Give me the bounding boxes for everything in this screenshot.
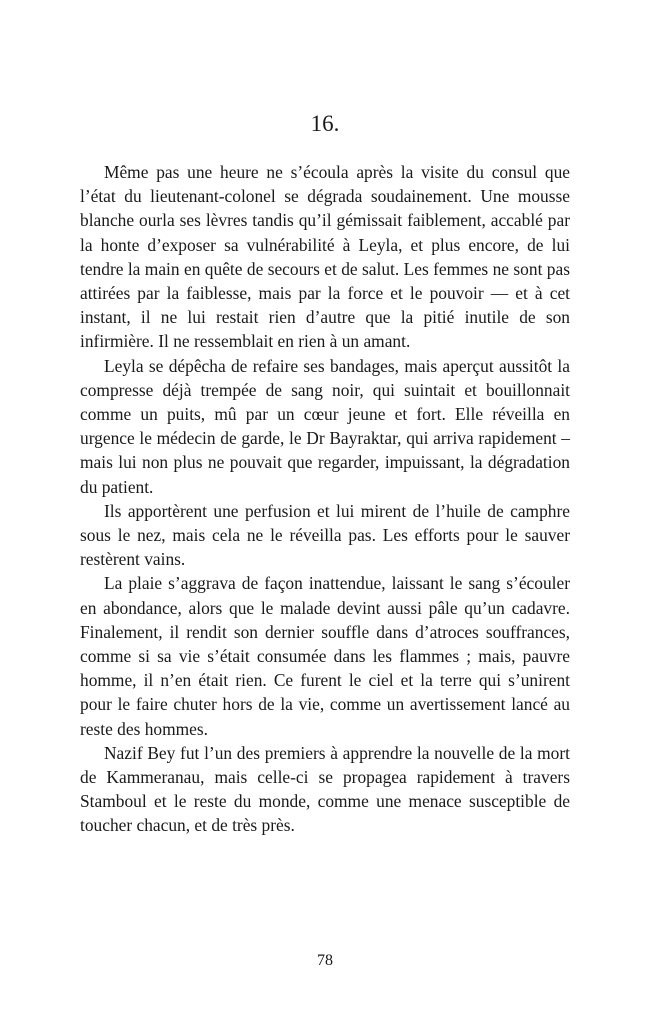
paragraph: La plaie s’aggrava de façon inattendue, laissant le sang s’écouler en abondance, alors que le malade devint aussi pâle qu’un cadavre. Finalement, il rendit son dernier souffle dans d’atroces souffrances, comme si sa vie s’était consumée dans les flammes ; mais, pauvre homme, il n’en était rien. Ce furent le ciel et la terre qui s’unirent pour le faire chuter hors de la vie, comme un avertissement lancé au reste des hommes. (80, 573, 570, 739)
paragraph: Nazif Bey fut l’un des premiers à apprendre la nouvelle de la mort de Kammeranau, mais celle-ci se propagea rapidement à travers Stamboul et le reste du monde, comme une menace susceptible de toucher chacun, et de très près. (80, 742, 570, 836)
page-number: 78 (317, 952, 333, 969)
paragraph: Ils apportèrent une perfusion et lui mirent de l’huile de camphre sous le nez, mais cela ne le réveilla pas. Les efforts pour le sauver restèrent vains. (80, 500, 570, 570)
paragraph: Leyla se dépêcha de refaire ses bandages, mais aperçut aussitôt la compresse déjà trempée de sang noir, qui suintait et bouillonnait comme un puits, mû par un cœur jeune et fort. Elle réveilla en urgence le médecin de garde, le Dr Bayraktar, qui arriva rapidement – mais lui non plus ne pouvait que regarder, impuissant, la dégradation du patient. (80, 355, 570, 497)
chapter-number: 16. (310, 111, 340, 136)
paragraph: Même pas une heure ne s’écoula après la visite du consul que l’état du lieutenant-colonel se dégrada soudainement. Une mousse blanche ourla ses lèvres tandis qu’il gémissait faiblement, accablé par la honte d’exposer sa vulnérabilité à Leyla, et plus encore, de lui tendre la main en quête de secours et de salut. Les femmes ne sont pas attirées par la faiblesse, mais par la force et le pouvoir — et à cet instant, il ne lui restait rien d’autre que la pitié inutile de son infirmière. Il ne ressemblait en rien à un amant. (80, 162, 570, 352)
chapter-body (80, 160, 570, 838)
